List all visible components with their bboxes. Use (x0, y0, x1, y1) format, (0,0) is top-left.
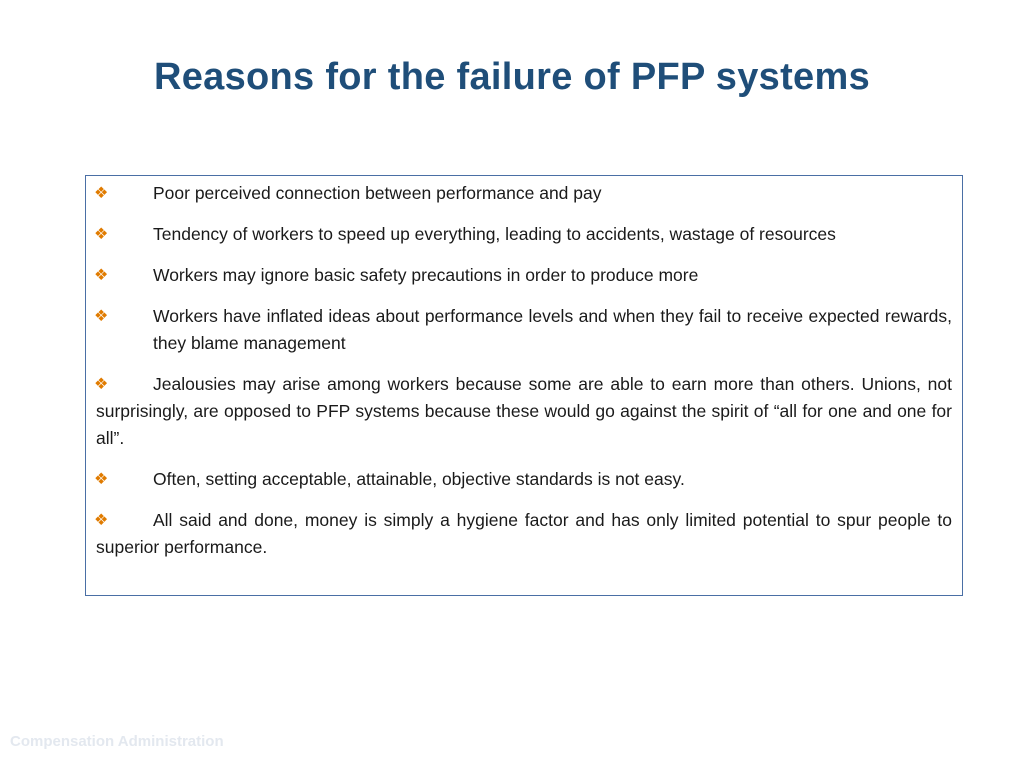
bullet-text: Workers have inflated ideas about performance levels and when they fail to receive expected rewards, they blame management (153, 306, 952, 353)
bullet-text: All said and done, money is simply a hygiene factor and has only limited potential to spur people to superior performance. (96, 510, 952, 557)
four-diamond-bullet-icon: ❖ (94, 185, 109, 202)
four-diamond-bullet-icon: ❖ (94, 512, 109, 529)
four-diamond-bullet-icon: ❖ (94, 308, 109, 325)
bullet-item (96, 466, 952, 493)
bullet-item (96, 507, 952, 561)
bullet-text: Poor perceived connection between performance and pay (153, 183, 602, 203)
four-diamond-bullet-icon: ❖ (94, 471, 109, 488)
bullet-list (96, 180, 952, 561)
bullet-item (96, 371, 952, 452)
four-diamond-bullet-icon: ❖ (94, 267, 109, 284)
bullet-text: Often, setting acceptable, attainable, objective standards is not easy. (153, 469, 685, 489)
bullet-item (96, 180, 952, 207)
bullet-item (96, 221, 952, 248)
four-diamond-bullet-icon: ❖ (94, 226, 109, 243)
footer-label: Compensation Administration (10, 733, 224, 750)
bullet-text: Jealousies may arise among workers because some are able to earn more than others. Unions, not surprisingly, are opposed to PFP systems because these would go against the spirit of “all for one and one for all”. (96, 374, 952, 448)
bullet-text: Workers may ignore basic safety precautions in order to produce more (153, 265, 699, 285)
content-box (85, 175, 963, 596)
bullet-item (96, 262, 952, 289)
bullet-text: Tendency of workers to speed up everything, leading to accidents, wastage of resources (153, 224, 836, 244)
bullet-item (96, 303, 952, 357)
slide-title: Reasons for the failure of PFP systems (153, 56, 871, 98)
four-diamond-bullet-icon: ❖ (94, 376, 109, 393)
